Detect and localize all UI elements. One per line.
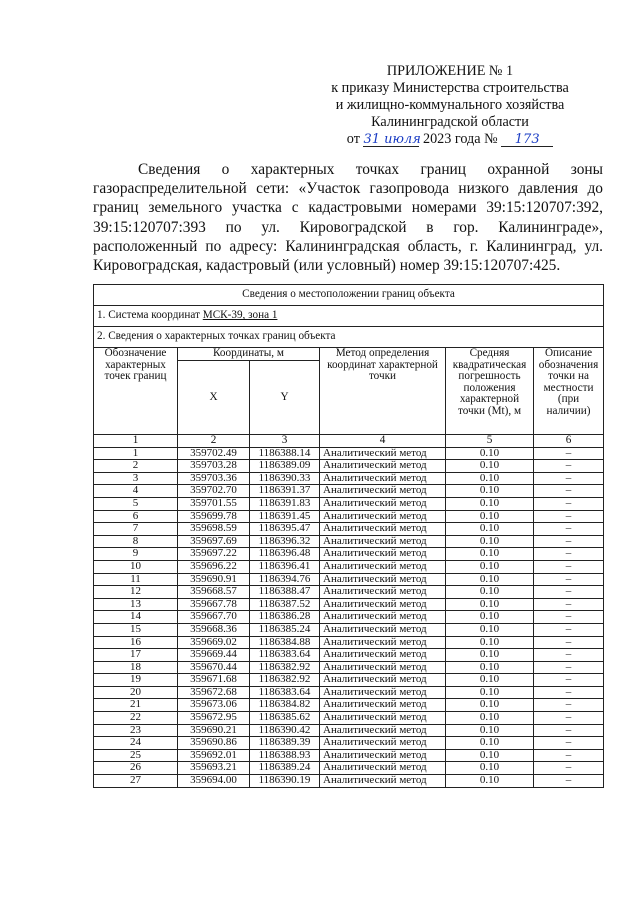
appendix-title: ПРИЛОЖЕНИЕ № 1 [386,63,514,79]
x-coordinate: 359669.02 [178,636,250,649]
error-value: 0.10 [446,699,534,712]
error-value: 0.10 [446,775,534,788]
header-point: Обозначение характерных точек границ [94,348,178,435]
x-coordinate: 359667.78 [178,598,250,611]
y-coordinate: 1186391.83 [250,497,320,510]
column-number: 2 [178,435,250,448]
point-number: 6 [94,510,178,523]
table-row [94,523,604,536]
x-coordinate: 359672.68 [178,686,250,699]
method: Аналитический метод [320,611,446,624]
point-number: 7 [94,523,178,536]
x-coordinate: 359699.78 [178,510,250,523]
description: – [534,775,604,788]
y-coordinate: 1186384.82 [250,699,320,712]
section-2-row [94,327,604,348]
table-row [94,548,604,561]
y-coordinate: 1186391.37 [250,485,320,498]
method: Аналитический метод [320,712,446,725]
table-row [94,535,604,548]
description: – [534,712,604,725]
error-value: 0.10 [446,573,534,586]
table-row [94,724,604,737]
x-coordinate: 359692.01 [178,749,250,762]
column-number: 6 [534,435,604,448]
point-number: 5 [94,497,178,510]
section-1-prefix: 1. Система координат [97,309,200,322]
point-number: 4 [94,485,178,498]
header-method: Метод определения координат характерной точки [320,348,446,435]
error-value: 0.10 [446,661,534,674]
point-number: 19 [94,674,178,687]
method: Аналитический метод [320,636,446,649]
table-row [94,560,604,573]
y-coordinate: 1186390.33 [250,472,320,485]
method: Аналитический метод [320,535,446,548]
boundary-points-table [93,284,604,788]
error-value: 0.10 [446,485,534,498]
y-coordinate: 1186395.47 [250,523,320,536]
order-line-2: и жилищно-коммунального хозяйства [335,97,565,113]
x-coordinate: 359703.36 [178,472,250,485]
header-error [446,348,534,435]
method: Аналитический метод [320,623,446,636]
x-coordinate: 359690.91 [178,573,250,586]
table-title: Сведения о местоположении границ объекта [94,285,604,306]
description: – [534,560,604,573]
method: Аналитический метод [320,661,446,674]
error-value: 0.10 [446,447,534,460]
x-coordinate: 359671.68 [178,674,250,687]
header-description: Описание обозначения точки на местности (при наличии) [534,348,604,435]
point-number: 27 [94,775,178,788]
y-coordinate: 1186385.24 [250,623,320,636]
table-row [94,460,604,473]
method: Аналитический метод [320,485,446,498]
order-line-3: Калининградской области [371,114,529,130]
y-coordinate: 1186388.47 [250,586,320,599]
method: Аналитический метод [320,523,446,536]
header-error-text: Средняя квадратическая погрешность положения характерной точки (Mt), м [452,347,527,417]
y-coordinate: 1186383.64 [250,649,320,662]
date-prefix: от [346,131,360,147]
method: Аналитический метод [320,560,446,573]
method: Аналитический метод [320,699,446,712]
table-row [94,611,604,624]
point-number: 22 [94,712,178,725]
description: – [534,586,604,599]
header-x: X [178,361,250,435]
table-title-row [94,285,604,306]
x-coordinate: 359702.70 [178,485,250,498]
point-number: 2 [94,460,178,473]
y-coordinate: 1186382.92 [250,674,320,687]
y-coordinate: 1186396.48 [250,548,320,561]
table-row [94,712,604,725]
point-number: 3 [94,472,178,485]
error-value: 0.10 [446,737,534,750]
point-number: 23 [94,724,178,737]
point-number: 14 [94,611,178,624]
x-coordinate: 359698.59 [178,523,250,536]
y-coordinate: 1186384.88 [250,636,320,649]
table-row [94,686,604,699]
description: – [534,762,604,775]
section-2-title: 2. Сведения о характерных точках границ объекта [94,327,604,348]
table-row [94,636,604,649]
description: – [534,535,604,548]
column-number: 4 [320,435,446,448]
description: – [534,636,604,649]
y-coordinate: 1186391.45 [250,510,320,523]
x-coordinate: 359703.28 [178,460,250,473]
column-number-row [94,435,604,448]
method: Аналитический метод [320,749,446,762]
method: Аналитический метод [320,686,446,699]
method: Аналитический метод [320,724,446,737]
x-coordinate: 359702.49 [178,447,250,460]
table-row [94,472,604,485]
description: – [534,598,604,611]
description: – [534,447,604,460]
y-coordinate: 1186388.14 [250,447,320,460]
point-number: 10 [94,560,178,573]
error-value: 0.10 [446,749,534,762]
x-coordinate: 359668.57 [178,586,250,599]
x-coordinate: 359690.21 [178,724,250,737]
error-value: 0.10 [446,460,534,473]
error-value: 0.10 [446,535,534,548]
description: – [534,623,604,636]
description: – [534,611,604,624]
error-value: 0.10 [446,598,534,611]
handwritten-order-number: 173 [501,133,553,147]
table-row [94,674,604,687]
point-number: 26 [94,762,178,775]
error-value: 0.10 [446,497,534,510]
description: – [534,548,604,561]
table-row [94,586,604,599]
header-coords: Координаты, м [178,348,320,361]
y-coordinate: 1186386.28 [250,611,320,624]
method: Аналитический метод [320,674,446,687]
y-coordinate: 1186383.64 [250,686,320,699]
point-number: 16 [94,636,178,649]
table-row [94,749,604,762]
method: Аналитический метод [320,548,446,561]
point-number: 17 [94,649,178,662]
table-row [94,497,604,510]
x-coordinate: 359668.36 [178,623,250,636]
error-value: 0.10 [446,623,534,636]
error-value: 0.10 [446,686,534,699]
error-value: 0.10 [446,472,534,485]
y-coordinate: 1186387.52 [250,598,320,611]
table-row [94,573,604,586]
y-coordinate: 1186382.92 [250,661,320,674]
error-value: 0.10 [446,523,534,536]
x-coordinate: 359690.86 [178,737,250,750]
method: Аналитический метод [320,762,446,775]
handwritten-date: 31 июля [363,132,421,147]
x-coordinate: 359697.22 [178,548,250,561]
y-coordinate: 1186389.09 [250,460,320,473]
point-number: 8 [94,535,178,548]
y-coordinate: 1186390.42 [250,724,320,737]
error-value: 0.10 [446,762,534,775]
x-coordinate: 359693.21 [178,762,250,775]
order-line-1: к приказу Министерства строительства [331,80,569,96]
intro-paragraph [93,160,603,275]
point-number: 12 [94,586,178,599]
table-row [94,737,604,750]
method: Аналитический метод [320,497,446,510]
y-coordinate: 1186389.39 [250,737,320,750]
description: – [534,749,604,762]
error-value: 0.10 [446,548,534,561]
point-number: 21 [94,699,178,712]
description: – [534,649,604,662]
y-coordinate: 1186396.32 [250,535,320,548]
x-coordinate: 359697.69 [178,535,250,548]
description: – [534,472,604,485]
y-coordinate: 1186389.24 [250,762,320,775]
y-coordinate: 1186394.76 [250,573,320,586]
error-value: 0.10 [446,724,534,737]
description: – [534,573,604,586]
section-1-row [94,306,604,327]
description: – [534,510,604,523]
table-row [94,510,604,523]
method: Аналитический метод [320,598,446,611]
method: Аналитический метод [320,775,446,788]
x-coordinate: 359669.44 [178,649,250,662]
error-value: 0.10 [446,674,534,687]
column-number: 3 [250,435,320,448]
description: – [534,686,604,699]
error-value: 0.10 [446,586,534,599]
point-number: 13 [94,598,178,611]
x-coordinate: 359673.06 [178,699,250,712]
description: – [534,674,604,687]
y-coordinate: 1186385.62 [250,712,320,725]
error-value: 0.10 [446,560,534,573]
error-value: 0.10 [446,510,534,523]
description: – [534,724,604,737]
order-date-line [300,131,600,148]
y-coordinate: 1186396.41 [250,560,320,573]
description: – [534,485,604,498]
description: – [534,460,604,473]
description: – [534,523,604,536]
method: Аналитический метод [320,573,446,586]
method: Аналитический метод [320,447,446,460]
table-row [94,485,604,498]
point-number: 24 [94,737,178,750]
y-coordinate: 1186390.19 [250,775,320,788]
error-value: 0.10 [446,611,534,624]
point-number: 1 [94,447,178,460]
method: Аналитический метод [320,586,446,599]
description: – [534,497,604,510]
table-row [94,649,604,662]
x-coordinate: 359701.55 [178,497,250,510]
table-row [94,661,604,674]
table-row [94,623,604,636]
description: – [534,661,604,674]
point-number: 11 [94,573,178,586]
method: Аналитический метод [320,460,446,473]
coordinate-system-value: МСК-39, зона 1 [202,309,278,322]
x-coordinate: 359694.00 [178,775,250,788]
table-row [94,762,604,775]
method: Аналитический метод [320,649,446,662]
x-coordinate: 359667.70 [178,611,250,624]
appendix-header [300,63,600,148]
table-row [94,699,604,712]
error-value: 0.10 [446,636,534,649]
intro-text: Сведения о характерных точках границ охранной зоны газораспределительной сети: «Участок газопровода низкого давления до границ земельного участка с кадастровыми номерами 39:15:120707:392, 39:15:120707:393 по ул. Кировоградской в гор. Калининграде», расположенный по адресу: Калининградская область, г. Калининград, ул. Кировоградская, кадастровый (или условный) номер 39:15:120707:425. [93,161,603,275]
column-number: 1 [94,435,178,448]
method: Аналитический метод [320,510,446,523]
table-row [94,598,604,611]
point-number: 18 [94,661,178,674]
x-coordinate: 359670.44 [178,661,250,674]
method: Аналитический метод [320,737,446,750]
method: Аналитический метод [320,472,446,485]
description: – [534,699,604,712]
x-coordinate: 359672.95 [178,712,250,725]
coordinate-system [94,306,604,327]
column-number: 5 [446,435,534,448]
table-row [94,447,604,460]
header-row-1 [94,348,604,361]
description: – [534,737,604,750]
header-y: Y [250,361,320,435]
date-suffix: 2023 года № [422,131,498,147]
table-row [94,775,604,788]
point-number: 9 [94,548,178,561]
point-number: 15 [94,623,178,636]
x-coordinate: 359696.22 [178,560,250,573]
error-value: 0.10 [446,649,534,662]
point-number: 20 [94,686,178,699]
error-value: 0.10 [446,712,534,725]
point-number: 25 [94,749,178,762]
y-coordinate: 1186388.93 [250,749,320,762]
